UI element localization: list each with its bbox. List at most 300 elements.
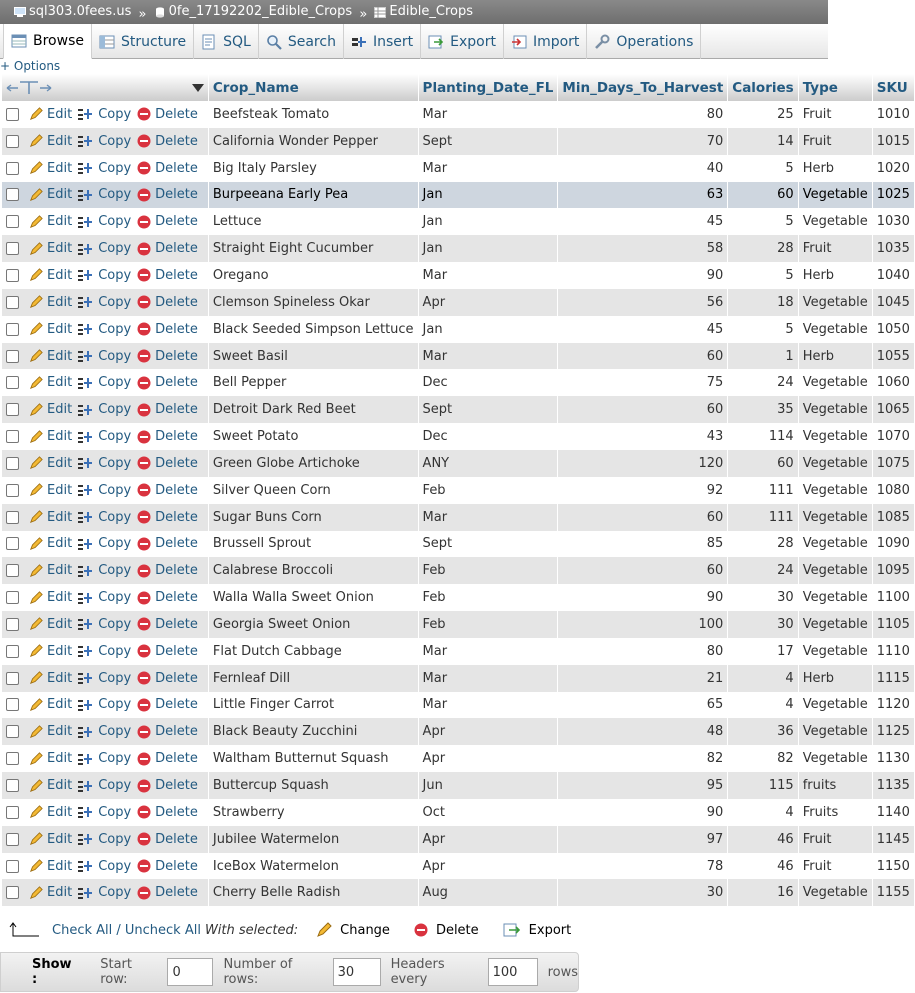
cell-planting-date[interactable]: Apr xyxy=(418,745,558,772)
cell-planting-date[interactable]: Feb xyxy=(418,557,558,584)
cell-calories[interactable]: 35 xyxy=(728,396,798,423)
delete-row-button[interactable]: Delete xyxy=(137,832,198,847)
edit-row-button[interactable]: Edit xyxy=(29,268,72,283)
copy-row-button[interactable]: Copy xyxy=(78,349,131,364)
row-checkbox[interactable] xyxy=(6,672,19,685)
cell-min-days[interactable]: 90 xyxy=(558,262,728,289)
cell-min-days[interactable]: 92 xyxy=(558,477,728,504)
edit-row-button[interactable]: Edit xyxy=(29,536,72,551)
cell-calories[interactable]: 111 xyxy=(728,477,798,504)
cell-type[interactable]: Vegetable xyxy=(798,531,872,558)
column-header-type[interactable]: Type xyxy=(798,74,872,101)
cell-crop-name[interactable]: Lettuce xyxy=(208,208,418,235)
cell-type[interactable]: Vegetable xyxy=(798,504,872,531)
edit-row-button[interactable]: Edit xyxy=(29,241,72,256)
cell-type[interactable]: Vegetable xyxy=(798,584,872,611)
edit-row-button[interactable]: Edit xyxy=(29,483,72,498)
cell-crop-name[interactable]: Fernleaf Dill xyxy=(208,665,418,692)
cell-sku[interactable]: 1060 xyxy=(872,369,914,396)
column-header-planting-date[interactable]: Planting_Date_FL xyxy=(418,74,558,101)
cell-min-days[interactable]: 60 xyxy=(558,396,728,423)
cell-sku[interactable]: 1010 xyxy=(872,101,914,128)
copy-row-button[interactable]: Copy xyxy=(78,134,131,149)
cell-calories[interactable]: 4 xyxy=(728,692,798,719)
copy-row-button[interactable]: Copy xyxy=(78,832,131,847)
cell-min-days[interactable]: 45 xyxy=(558,316,728,343)
cell-crop-name[interactable]: Flat Dutch Cabbage xyxy=(208,638,418,665)
cell-sku[interactable]: 1090 xyxy=(872,531,914,558)
table-row[interactable] xyxy=(2,879,914,906)
cell-planting-date[interactable]: Aug xyxy=(418,879,558,906)
cell-type[interactable]: Vegetable xyxy=(798,879,872,906)
copy-row-button[interactable]: Copy xyxy=(78,429,131,444)
delete-row-button[interactable]: Delete xyxy=(137,214,198,229)
cell-sku[interactable]: 1120 xyxy=(872,692,914,719)
sort-dropdown-icon[interactable] xyxy=(192,83,204,93)
cell-sku[interactable]: 1050 xyxy=(872,316,914,343)
column-header-crop-name[interactable]: Crop_Name xyxy=(208,74,418,101)
cell-planting-date[interactable]: ANY xyxy=(418,450,558,477)
cell-crop-name[interactable]: Detroit Dark Red Beet xyxy=(208,396,418,423)
cell-min-days[interactable]: 95 xyxy=(558,772,728,799)
cell-planting-date[interactable]: Feb xyxy=(418,584,558,611)
cell-planting-date[interactable]: Dec xyxy=(418,423,558,450)
row-checkbox[interactable] xyxy=(6,135,19,148)
cell-min-days[interactable]: 56 xyxy=(558,289,728,316)
row-checkbox[interactable] xyxy=(6,296,19,309)
copy-row-button[interactable]: Copy xyxy=(78,483,131,498)
cell-type[interactable]: Vegetable xyxy=(798,638,872,665)
edit-row-button[interactable]: Edit xyxy=(29,590,72,605)
column-arrows-icon[interactable] xyxy=(6,80,52,96)
copy-row-button[interactable]: Copy xyxy=(78,859,131,874)
cell-type[interactable]: Vegetable xyxy=(798,692,872,719)
copy-row-button[interactable]: Copy xyxy=(78,617,131,632)
cell-sku[interactable]: 1140 xyxy=(872,799,914,826)
cell-sku[interactable]: 1130 xyxy=(872,745,914,772)
cell-calories[interactable]: 5 xyxy=(728,316,798,343)
start-row-input[interactable] xyxy=(167,958,213,986)
change-selected-button[interactable]: Change xyxy=(316,922,390,938)
cell-calories[interactable]: 25 xyxy=(728,101,798,128)
cell-calories[interactable]: 82 xyxy=(728,745,798,772)
copy-row-button[interactable]: Copy xyxy=(78,697,131,712)
cell-min-days[interactable]: 97 xyxy=(558,826,728,853)
cell-min-days[interactable]: 100 xyxy=(558,611,728,638)
cell-min-days[interactable]: 80 xyxy=(558,638,728,665)
row-checkbox[interactable] xyxy=(6,323,19,336)
copy-row-button[interactable]: Copy xyxy=(78,268,131,283)
cell-sku[interactable]: 1115 xyxy=(872,665,914,692)
cell-planting-date[interactable]: Mar xyxy=(418,343,558,370)
copy-row-button[interactable]: Copy xyxy=(78,644,131,659)
row-checkbox[interactable] xyxy=(6,806,19,819)
cell-sku[interactable]: 1020 xyxy=(872,155,914,182)
cell-planting-date[interactable]: Sept xyxy=(418,531,558,558)
copy-row-button[interactable]: Copy xyxy=(78,536,131,551)
delete-row-button[interactable]: Delete xyxy=(137,402,198,417)
row-checkbox[interactable] xyxy=(6,645,19,658)
edit-row-button[interactable]: Edit xyxy=(29,805,72,820)
delete-row-button[interactable]: Delete xyxy=(137,778,198,793)
row-checkbox[interactable] xyxy=(6,484,19,497)
table-row[interactable] xyxy=(2,584,914,611)
cell-planting-date[interactable]: Sept xyxy=(418,396,558,423)
tab-insert[interactable]: Insert xyxy=(344,24,421,59)
cell-crop-name[interactable]: Big Italy Parsley xyxy=(208,155,418,182)
cell-type[interactable]: Vegetable xyxy=(798,611,872,638)
cell-calories[interactable]: 16 xyxy=(728,879,798,906)
copy-row-button[interactable]: Copy xyxy=(78,510,131,525)
cell-crop-name[interactable]: Beefsteak Tomato xyxy=(208,101,418,128)
delete-row-button[interactable]: Delete xyxy=(137,375,198,390)
copy-row-button[interactable]: Copy xyxy=(78,590,131,605)
row-checkbox[interactable] xyxy=(6,242,19,255)
edit-row-button[interactable]: Edit xyxy=(29,214,72,229)
edit-row-button[interactable]: Edit xyxy=(29,134,72,149)
table-row[interactable] xyxy=(2,799,914,826)
copy-row-button[interactable]: Copy xyxy=(78,241,131,256)
delete-row-button[interactable]: Delete xyxy=(137,107,198,122)
cell-calories[interactable]: 5 xyxy=(728,208,798,235)
cell-calories[interactable]: 4 xyxy=(728,799,798,826)
table-row[interactable] xyxy=(2,101,914,128)
row-checkbox[interactable] xyxy=(6,188,19,201)
cell-type[interactable]: Vegetable xyxy=(798,477,872,504)
cell-planting-date[interactable]: Mar xyxy=(418,101,558,128)
cell-min-days[interactable]: 30 xyxy=(558,879,728,906)
cell-calories[interactable]: 60 xyxy=(728,182,798,209)
cell-sku[interactable]: 1125 xyxy=(872,718,914,745)
copy-row-button[interactable]: Copy xyxy=(78,563,131,578)
copy-row-button[interactable]: Copy xyxy=(78,214,131,229)
cell-calories[interactable]: 115 xyxy=(728,772,798,799)
cell-min-days[interactable]: 90 xyxy=(558,799,728,826)
table-row[interactable] xyxy=(2,638,914,665)
cell-type[interactable]: Fruit xyxy=(798,853,872,880)
delete-row-button[interactable]: Delete xyxy=(137,161,198,176)
edit-row-button[interactable]: Edit xyxy=(29,402,72,417)
delete-selected-button[interactable]: Delete xyxy=(414,923,479,938)
cell-crop-name[interactable]: Black Seeded Simpson Lettuce xyxy=(208,316,418,343)
delete-row-button[interactable]: Delete xyxy=(137,429,198,444)
cell-sku[interactable]: 1105 xyxy=(872,611,914,638)
row-checkbox[interactable] xyxy=(6,403,19,416)
cell-crop-name[interactable]: Clemson Spineless Okar xyxy=(208,289,418,316)
cell-calories[interactable]: 18 xyxy=(728,289,798,316)
row-checkbox[interactable] xyxy=(6,269,19,282)
delete-row-button[interactable]: Delete xyxy=(137,134,198,149)
table-row[interactable] xyxy=(2,235,914,262)
edit-row-button[interactable]: Edit xyxy=(29,375,72,390)
cell-type[interactable]: Fruit xyxy=(798,235,872,262)
table-row[interactable] xyxy=(2,504,914,531)
cell-min-days[interactable]: 85 xyxy=(558,531,728,558)
table-row[interactable] xyxy=(2,826,914,853)
cell-min-days[interactable]: 48 xyxy=(558,718,728,745)
check-all-link[interactable]: Check All / Uncheck All xyxy=(52,922,201,938)
copy-row-button[interactable]: Copy xyxy=(78,751,131,766)
edit-row-button[interactable]: Edit xyxy=(29,563,72,578)
row-checkbox[interactable] xyxy=(6,833,19,846)
edit-row-button[interactable]: Edit xyxy=(29,751,72,766)
copy-row-button[interactable]: Copy xyxy=(78,322,131,337)
cell-calories[interactable]: 36 xyxy=(728,718,798,745)
num-rows-input[interactable] xyxy=(333,958,381,986)
cell-sku[interactable]: 1055 xyxy=(872,343,914,370)
column-header-calories[interactable]: Calories xyxy=(728,74,798,101)
cell-type[interactable]: Vegetable xyxy=(798,289,872,316)
cell-planting-date[interactable]: Jan xyxy=(418,316,558,343)
delete-row-button[interactable]: Delete xyxy=(137,590,198,605)
copy-row-button[interactable]: Copy xyxy=(78,375,131,390)
copy-row-button[interactable]: Copy xyxy=(78,107,131,122)
cell-min-days[interactable]: 65 xyxy=(558,692,728,719)
cell-sku[interactable]: 1065 xyxy=(872,396,914,423)
cell-calories[interactable]: 4 xyxy=(728,665,798,692)
row-checkbox[interactable] xyxy=(6,591,19,604)
row-checkbox[interactable] xyxy=(6,779,19,792)
cell-type[interactable]: Fruit xyxy=(798,101,872,128)
delete-row-button[interactable]: Delete xyxy=(137,295,198,310)
copy-row-button[interactable]: Copy xyxy=(78,402,131,417)
table-row[interactable] xyxy=(2,155,914,182)
cell-calories[interactable]: 30 xyxy=(728,611,798,638)
cell-min-days[interactable]: 45 xyxy=(558,208,728,235)
row-checkbox[interactable] xyxy=(6,108,19,121)
edit-row-button[interactable]: Edit xyxy=(29,295,72,310)
edit-row-button[interactable]: Edit xyxy=(29,510,72,525)
row-checkbox[interactable] xyxy=(6,860,19,873)
edit-row-button[interactable]: Edit xyxy=(29,724,72,739)
column-header-min-days[interactable]: Min_Days_To_Harvest xyxy=(558,74,728,101)
delete-row-button[interactable]: Delete xyxy=(137,617,198,632)
cell-crop-name[interactable]: Buttercup Squash xyxy=(208,772,418,799)
delete-row-button[interactable]: Delete xyxy=(137,671,198,686)
cell-crop-name[interactable]: Oregano xyxy=(208,262,418,289)
cell-type[interactable]: Vegetable xyxy=(798,316,872,343)
cell-crop-name[interactable]: Silver Queen Corn xyxy=(208,477,418,504)
cell-min-days[interactable]: 40 xyxy=(558,155,728,182)
edit-row-button[interactable]: Edit xyxy=(29,429,72,444)
edit-row-button[interactable]: Edit xyxy=(29,859,72,874)
cell-crop-name[interactable]: Sugar Buns Corn xyxy=(208,504,418,531)
cell-min-days[interactable]: 43 xyxy=(558,423,728,450)
delete-row-button[interactable]: Delete xyxy=(137,751,198,766)
cell-type[interactable]: Vegetable xyxy=(798,450,872,477)
table-row[interactable] xyxy=(2,128,914,155)
table-row[interactable] xyxy=(2,182,914,209)
cell-min-days[interactable]: 120 xyxy=(558,450,728,477)
cell-crop-name[interactable]: Sweet Potato xyxy=(208,423,418,450)
cell-crop-name[interactable]: California Wonder Pepper xyxy=(208,128,418,155)
cell-sku[interactable]: 1145 xyxy=(872,826,914,853)
cell-type[interactable]: Vegetable xyxy=(798,718,872,745)
cell-planting-date[interactable]: Mar xyxy=(418,665,558,692)
cell-planting-date[interactable]: Jan xyxy=(418,208,558,235)
row-checkbox[interactable] xyxy=(6,698,19,711)
edit-row-button[interactable]: Edit xyxy=(29,885,72,900)
cell-sku[interactable]: 1075 xyxy=(872,450,914,477)
cell-calories[interactable]: 60 xyxy=(728,450,798,477)
cell-sku[interactable]: 1035 xyxy=(872,235,914,262)
delete-row-button[interactable]: Delete xyxy=(137,456,198,471)
cell-planting-date[interactable]: Feb xyxy=(418,477,558,504)
cell-crop-name[interactable]: Waltham Butternut Squash xyxy=(208,745,418,772)
breadcrumb-server[interactable]: sql303.0fees.us xyxy=(14,0,131,24)
cell-sku[interactable]: 1080 xyxy=(872,477,914,504)
cell-calories[interactable]: 111 xyxy=(728,504,798,531)
cell-min-days[interactable]: 21 xyxy=(558,665,728,692)
tab-sql[interactable]: SQL xyxy=(194,24,259,59)
cell-planting-date[interactable]: Mar xyxy=(418,638,558,665)
copy-row-button[interactable]: Copy xyxy=(78,805,131,820)
edit-row-button[interactable]: Edit xyxy=(29,697,72,712)
edit-row-button[interactable]: Edit xyxy=(29,187,72,202)
cell-planting-date[interactable]: Mar xyxy=(418,155,558,182)
tab-structure[interactable]: Structure xyxy=(92,24,194,59)
cell-min-days[interactable]: 60 xyxy=(558,557,728,584)
cell-sku[interactable]: 1150 xyxy=(872,853,914,880)
table-row[interactable] xyxy=(2,369,914,396)
delete-row-button[interactable]: Delete xyxy=(137,483,198,498)
cell-sku[interactable]: 1085 xyxy=(872,504,914,531)
options-toggle[interactable]: + Options xyxy=(0,59,61,73)
table-row[interactable] xyxy=(2,745,914,772)
cell-crop-name[interactable]: Cherry Belle Radish xyxy=(208,879,418,906)
cell-type[interactable]: Herb xyxy=(798,343,872,370)
cell-planting-date[interactable]: Jan xyxy=(418,235,558,262)
delete-row-button[interactable]: Delete xyxy=(137,322,198,337)
cell-min-days[interactable]: 60 xyxy=(558,343,728,370)
cell-crop-name[interactable]: Jubilee Watermelon xyxy=(208,826,418,853)
copy-row-button[interactable]: Copy xyxy=(78,187,131,202)
edit-row-button[interactable]: Edit xyxy=(29,778,72,793)
row-checkbox[interactable] xyxy=(6,752,19,765)
copy-row-button[interactable]: Copy xyxy=(78,456,131,471)
cell-sku[interactable]: 1070 xyxy=(872,423,914,450)
cell-type[interactable]: fruits xyxy=(798,772,872,799)
delete-row-button[interactable]: Delete xyxy=(137,241,198,256)
cell-min-days[interactable]: 58 xyxy=(558,235,728,262)
tab-import[interactable]: Import xyxy=(504,24,587,59)
cell-min-days[interactable]: 70 xyxy=(558,128,728,155)
cell-calories[interactable]: 28 xyxy=(728,235,798,262)
cell-crop-name[interactable]: IceBox Watermelon xyxy=(208,853,418,880)
table-row[interactable] xyxy=(2,853,914,880)
delete-row-button[interactable]: Delete xyxy=(137,805,198,820)
tab-search[interactable]: Search xyxy=(259,24,344,59)
cell-planting-date[interactable]: Mar xyxy=(418,504,558,531)
delete-row-button[interactable]: Delete xyxy=(137,563,198,578)
edit-row-button[interactable]: Edit xyxy=(29,644,72,659)
row-checkbox[interactable] xyxy=(6,537,19,550)
table-row[interactable] xyxy=(2,531,914,558)
column-header-sku[interactable]: SKU xyxy=(872,74,914,101)
copy-row-button[interactable]: Copy xyxy=(78,724,131,739)
delete-row-button[interactable]: Delete xyxy=(137,510,198,525)
cell-sku[interactable]: 1095 xyxy=(872,557,914,584)
copy-row-button[interactable]: Copy xyxy=(78,295,131,310)
cell-type[interactable]: Herb xyxy=(798,665,872,692)
edit-row-button[interactable]: Edit xyxy=(29,349,72,364)
breadcrumb-database[interactable]: 0fe_17192202_Edible_Crops xyxy=(154,0,353,24)
delete-row-button[interactable]: Delete xyxy=(137,697,198,712)
table-row[interactable] xyxy=(2,396,914,423)
cell-planting-date[interactable]: Mar xyxy=(418,262,558,289)
cell-min-days[interactable]: 80 xyxy=(558,101,728,128)
tab-operations[interactable]: Operations xyxy=(587,24,701,59)
cell-type[interactable]: Vegetable xyxy=(798,208,872,235)
table-row[interactable] xyxy=(2,316,914,343)
cell-sku[interactable]: 1040 xyxy=(872,262,914,289)
cell-crop-name[interactable]: Black Beauty Zucchini xyxy=(208,718,418,745)
cell-crop-name[interactable]: Green Globe Artichoke xyxy=(208,450,418,477)
cell-planting-date[interactable]: Apr xyxy=(418,289,558,316)
cell-type[interactable]: Vegetable xyxy=(798,557,872,584)
cell-calories[interactable]: 17 xyxy=(728,638,798,665)
table-row[interactable] xyxy=(2,718,914,745)
row-checkbox[interactable] xyxy=(6,886,19,899)
table-row[interactable] xyxy=(2,557,914,584)
cell-planting-date[interactable]: Dec xyxy=(418,369,558,396)
row-checkbox[interactable] xyxy=(6,457,19,470)
cell-type[interactable]: Vegetable xyxy=(798,423,872,450)
table-row[interactable] xyxy=(2,665,914,692)
copy-row-button[interactable]: Copy xyxy=(78,885,131,900)
cell-type[interactable]: Fruit xyxy=(798,826,872,853)
table-row[interactable] xyxy=(2,208,914,235)
cell-sku[interactable]: 1025 xyxy=(872,182,914,209)
edit-row-button[interactable]: Edit xyxy=(29,617,72,632)
copy-row-button[interactable]: Copy xyxy=(78,778,131,793)
cell-type[interactable]: Fruits xyxy=(798,799,872,826)
delete-row-button[interactable]: Delete xyxy=(137,859,198,874)
edit-row-button[interactable]: Edit xyxy=(29,456,72,471)
cell-crop-name[interactable]: Calabrese Broccoli xyxy=(208,557,418,584)
cell-calories[interactable]: 46 xyxy=(728,826,798,853)
delete-row-button[interactable]: Delete xyxy=(137,187,198,202)
cell-calories[interactable]: 5 xyxy=(728,155,798,182)
edit-row-button[interactable]: Edit xyxy=(29,832,72,847)
cell-crop-name[interactable]: Burpeeana Early Pea xyxy=(208,182,418,209)
cell-crop-name[interactable]: Walla Walla Sweet Onion xyxy=(208,584,418,611)
row-checkbox[interactable] xyxy=(6,350,19,363)
cell-crop-name[interactable]: Brussell Sprout xyxy=(208,531,418,558)
table-row[interactable] xyxy=(2,262,914,289)
row-checkbox[interactable] xyxy=(6,376,19,389)
tab-export[interactable]: Export xyxy=(421,24,504,59)
cell-min-days[interactable]: 82 xyxy=(558,745,728,772)
cell-calories[interactable]: 14 xyxy=(728,128,798,155)
cell-type[interactable]: Vegetable xyxy=(798,745,872,772)
cell-min-days[interactable]: 60 xyxy=(558,504,728,531)
cell-sku[interactable]: 1155 xyxy=(872,879,914,906)
table-row[interactable] xyxy=(2,772,914,799)
table-row[interactable] xyxy=(2,423,914,450)
cell-type[interactable]: Vegetable xyxy=(798,396,872,423)
cell-planting-date[interactable]: Mar xyxy=(418,692,558,719)
cell-min-days[interactable]: 63 xyxy=(558,182,728,209)
cell-planting-date[interactable]: Apr xyxy=(418,718,558,745)
copy-row-button[interactable]: Copy xyxy=(78,671,131,686)
cell-planting-date[interactable]: Jun xyxy=(418,772,558,799)
cell-calories[interactable]: 46 xyxy=(728,853,798,880)
cell-sku[interactable]: 1030 xyxy=(872,208,914,235)
cell-planting-date[interactable]: Apr xyxy=(418,826,558,853)
cell-min-days[interactable]: 78 xyxy=(558,853,728,880)
table-row[interactable] xyxy=(2,692,914,719)
